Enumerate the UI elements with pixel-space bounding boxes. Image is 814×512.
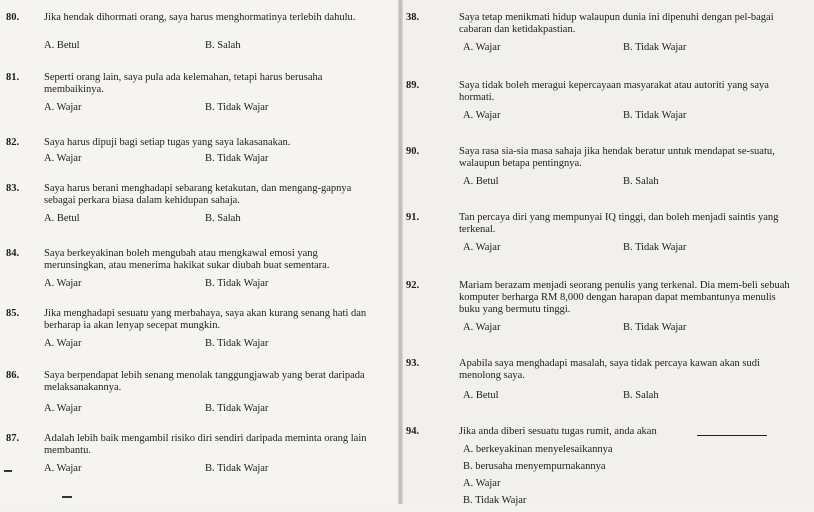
- question-number: 83.: [6, 183, 20, 194]
- scan-mark: [62, 496, 72, 498]
- answer-option[interactable]: B. Tidak Wajar: [205, 153, 269, 164]
- question-number: 85.: [6, 308, 20, 319]
- left-page: [0, 0, 398, 504]
- question-text: Saya berkeyakinan boleh mengubah atau mengkawal emosi yang merunsingkan, atau menerima hakikat sukar diubah buat sementara.: [44, 248, 330, 271]
- question-number: 38.: [406, 12, 420, 23]
- question-text: Jika hendak dihormati orang, saya harus menghormatinya terlebih dahulu.: [44, 12, 356, 23]
- answer-option[interactable]: A. Betul: [463, 390, 499, 401]
- answer-option[interactable]: A. Wajar: [463, 322, 501, 333]
- answer-option[interactable]: B. berusaha menyempurnakannya: [463, 461, 606, 472]
- answer-option[interactable]: B. Tidak Wajar: [623, 110, 687, 121]
- question-text: Saya tidak boleh meragui kepercayaan masyarakat atau autoriti yang saya hormati.: [459, 80, 769, 103]
- question-number: 91.: [406, 212, 420, 223]
- question-text: Saya harus berani menghadapi sebarang ketakutan, dan mengang-gapnya sebagai perkara biasa dalam kehidupan sahaja.: [44, 183, 352, 206]
- question-text: Tan percaya diri yang mempunyai IQ tinggi, dan boleh menjadi saintis yang terkenal.: [459, 212, 779, 235]
- answer-option[interactable]: A. Wajar: [463, 478, 501, 489]
- answer-option[interactable]: A. Wajar: [463, 42, 501, 53]
- answer-option[interactable]: A. Betul: [463, 176, 499, 187]
- answer-option[interactable]: B. Tidak Wajar: [623, 242, 687, 253]
- question-text: Saya harus dipuji bagi setiap tugas yang saya lakasanakan.: [44, 137, 291, 148]
- question-text: Seperti orang lain, saya pula ada kelemahan, tetapi harus berusaha membaikinya.: [44, 72, 323, 95]
- answer-option[interactable]: B. Tidak Wajar: [205, 278, 269, 289]
- answer-option[interactable]: B. Tidak Wajar: [205, 338, 269, 349]
- question-number: 84.: [6, 248, 20, 259]
- question-number: 86.: [6, 370, 20, 381]
- answer-option[interactable]: A. Wajar: [463, 110, 501, 121]
- answer-option[interactable]: A. Wajar: [44, 102, 82, 113]
- question-number: 80.: [6, 12, 20, 23]
- question-number: 93.: [406, 358, 420, 369]
- question-number: 92.: [406, 280, 420, 291]
- question-text: Adalah lebih baik mengambil risiko diri sendiri daripada meminta orang lain membantu.: [44, 433, 367, 456]
- question-number: 82.: [6, 137, 20, 148]
- answer-option[interactable]: A. Wajar: [44, 278, 82, 289]
- answer-option[interactable]: B. Tidak Wajar: [205, 102, 269, 113]
- scan-mark: [4, 470, 12, 472]
- question-text: Saya rasa sia-sia masa sahaja jika hendak beratur untuk mendapat se-suatu, walaupun betapa pentingnya.: [459, 146, 775, 169]
- answer-option[interactable]: A. Wajar: [44, 338, 82, 349]
- answer-option[interactable]: A. Wajar: [44, 463, 82, 474]
- answer-blank[interactable]: [697, 435, 767, 436]
- answer-option[interactable]: A. Betul: [44, 213, 80, 224]
- question-text: Saya berpendapat lebih senang menolak tanggungjawab yang berat daripada melaksanakannya.: [44, 370, 365, 393]
- answer-option[interactable]: B. Salah: [205, 40, 241, 51]
- answer-option[interactable]: A. Betul: [44, 40, 80, 51]
- question-number: 90.: [406, 146, 420, 157]
- question-text: Jika anda diberi sesuatu tugas rumit, anda akan: [459, 426, 657, 437]
- question-text: Apabila saya menghadapi masalah, saya tidak percaya kawan akan sudi menolong saya.: [459, 358, 760, 381]
- answer-option[interactable]: B. Tidak Wajar: [205, 463, 269, 474]
- answer-options: [463, 444, 814, 512]
- answer-option[interactable]: A. berkeyakinan menyelesaikannya: [463, 444, 613, 455]
- answer-option[interactable]: A. Wajar: [463, 242, 501, 253]
- question-number: 81.: [6, 72, 20, 83]
- answer-option[interactable]: B. Salah: [623, 390, 659, 401]
- answer-option[interactable]: B. Salah: [205, 213, 241, 224]
- question-text: Mariam berazam menjadi seorang penulis yang terkenal. Dia mem-beli sebuah komputer berharga RM 8,000 dengan harapan dapat membantunya menulis buku yang bermutu tinggi.: [459, 280, 790, 315]
- question-number: 89.: [406, 80, 420, 91]
- answer-option[interactable]: B. Tidak Wajar: [623, 322, 687, 333]
- answer-option[interactable]: B. Tidak Wajar: [463, 495, 527, 506]
- answer-option[interactable]: B. Tidak Wajar: [623, 42, 687, 53]
- right-page: [403, 0, 814, 504]
- answer-option[interactable]: B. Tidak Wajar: [205, 403, 269, 414]
- answer-option[interactable]: A. Wajar: [44, 403, 82, 414]
- answer-option[interactable]: A. Wajar: [44, 153, 82, 164]
- answer-option[interactable]: B. Salah: [623, 176, 659, 187]
- question-number: 94.: [406, 426, 420, 437]
- question-text: Saya tetap menikmati hidup walaupun dunia ini dipenuhi dengan pel-bagai cabaran dan ketidakpastian.: [459, 12, 774, 35]
- question-text: Jika menghadapi sesuatu yang merbahaya, saya akan kurang senang hati dan berharap ia akan lenyap secepat mungkin.: [44, 308, 367, 331]
- question-number: 87.: [6, 433, 20, 444]
